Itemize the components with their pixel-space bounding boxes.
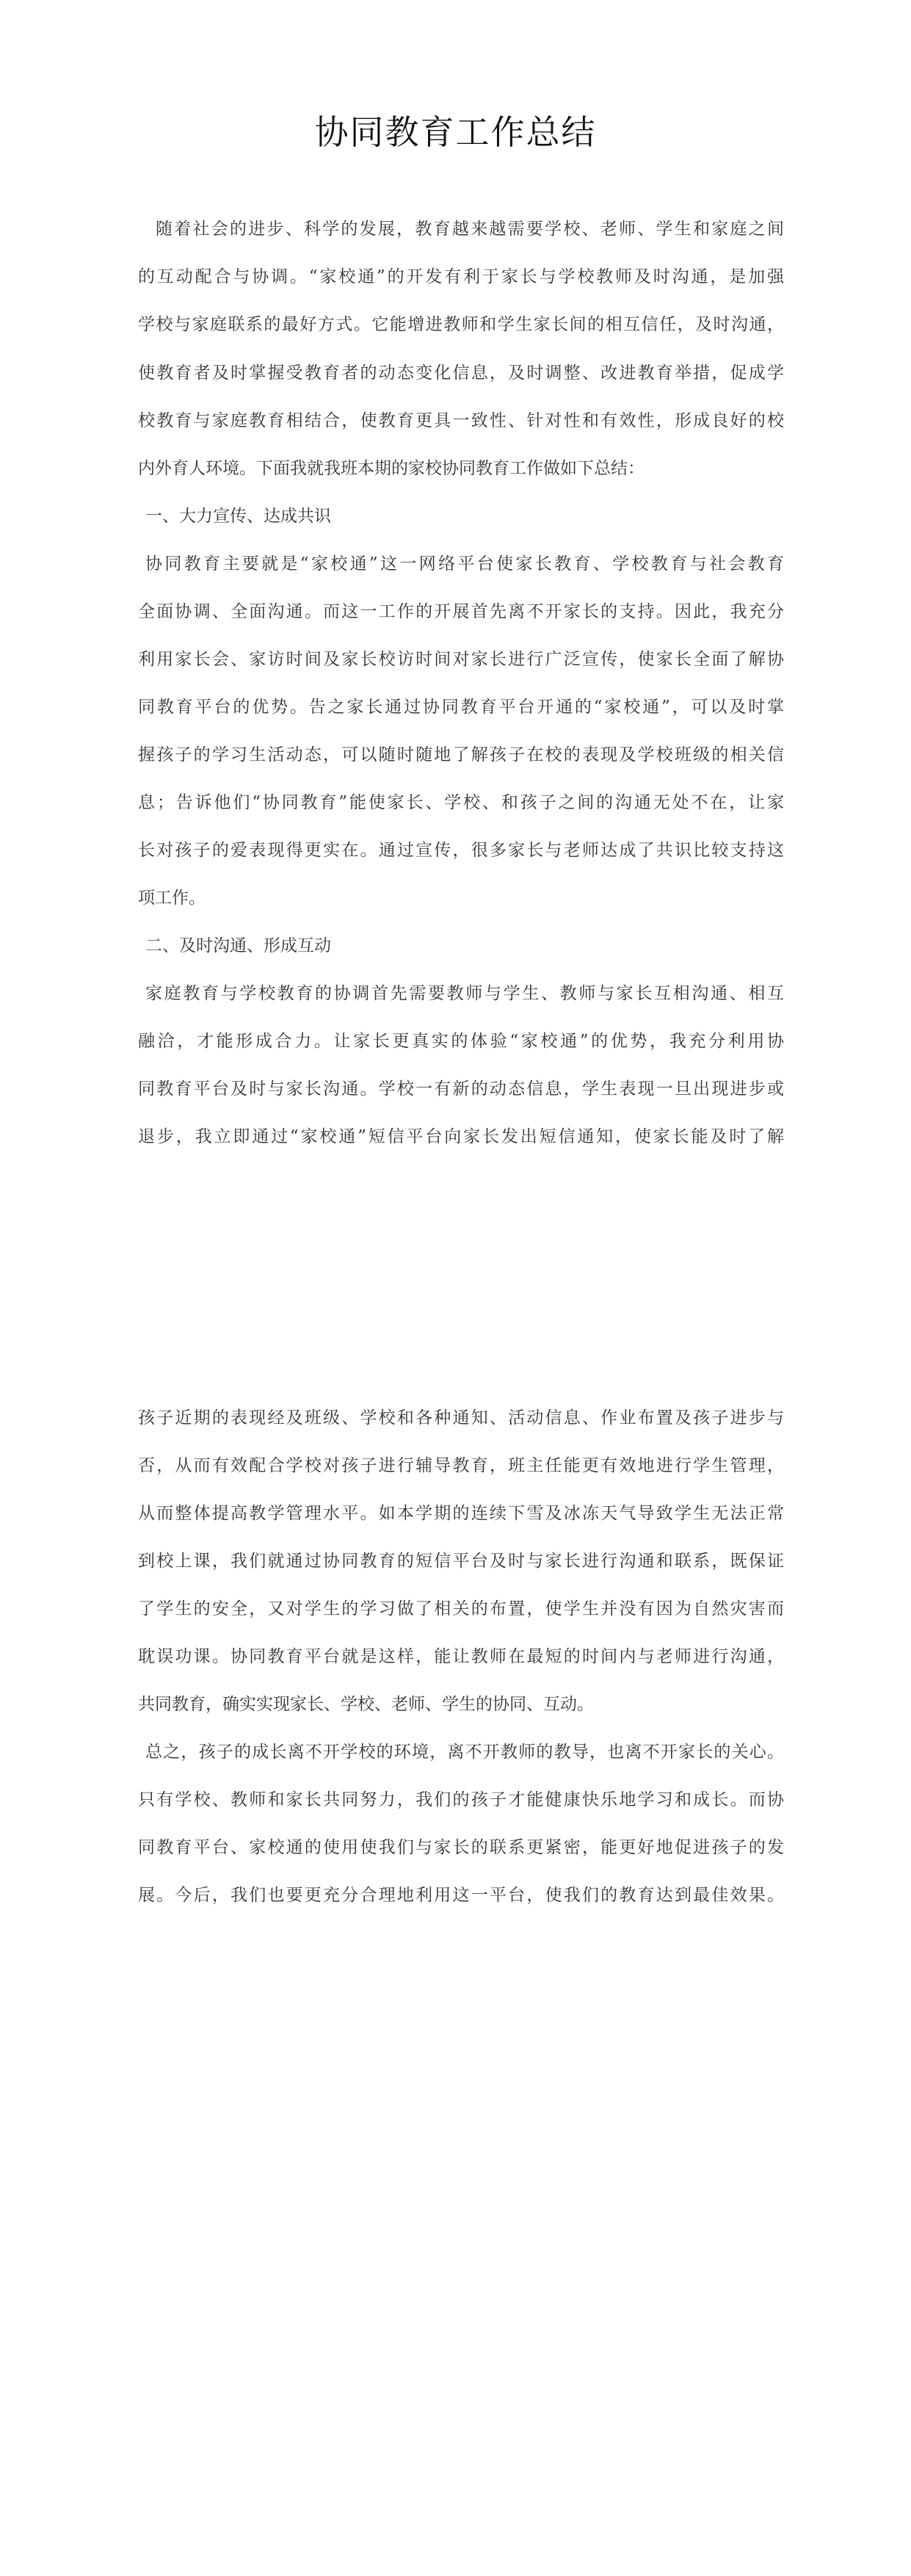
paragraph-line: 学校与家庭联系的最好方式。它能增进教师和学生家长间的相互信任，及时沟通， bbox=[138, 315, 784, 334]
paragraph-line: 内外育人环境。下面我就我班本期的家校协同教育工作做如下总结： bbox=[138, 459, 645, 478]
paragraph-line: 随着社会的进步、科学的发展，教育越来越需要学校、老师、学生和家庭之间 bbox=[156, 220, 784, 239]
paragraph-line: 利用家长会、家访时间及家长校访时间对家长进行广泛宣传，使家长全面了解协 bbox=[138, 650, 784, 669]
paragraph-line: 从而整体提高教学管理水平。如本学期的连续下雪及冰冻天气导致学生无法正常 bbox=[138, 1504, 784, 1523]
paragraph-line: 项工作。 bbox=[138, 889, 206, 908]
paragraph-line: 孩子近期的表现经及班级、学校和各种通知、活动信息、作业布置及孩子进步与 bbox=[138, 1408, 784, 1428]
paragraph-line: 长对孩子的爱表现得更实在。通过宣传，很多家长与老师达成了共识比较支持这 bbox=[138, 841, 784, 860]
paragraph-line: 耽误功课。协同教育平台就是这样，能让教师在最短的时间内与老师进行沟通， bbox=[138, 1647, 784, 1666]
paragraph-line: 展。今后，我们也要更充分合理地利用这一平台，使我们的教育达到最佳效果。 bbox=[138, 1886, 784, 1905]
paragraph-line: 家庭教育与学校教育的协调首先需要教师与学生、教师与家长互相沟通、相互 bbox=[145, 984, 784, 1003]
page-title: 协同教育工作总结 bbox=[314, 112, 597, 152]
paragraph-line: 同教育平台、家校通的使用使我们与家长的联系更紧密，能更好地促进孩子的发 bbox=[138, 1838, 784, 1857]
paragraph-line: 息；告诉他们“协同教育”能使家长、学校、和孩子之间的沟通无处不在，让家 bbox=[138, 793, 784, 812]
section-heading: 二、及时沟通、形成互动 bbox=[145, 936, 331, 955]
paragraph-line: 使教育者及时掌握受教育者的动态变化信息，及时调整、改进教育举措，促成学 bbox=[138, 363, 784, 383]
paragraph-line: 握孩子的学习生活动态，可以随时随地了解孩子在校的表现及学校班级的相关信 bbox=[138, 745, 784, 764]
paragraph-line: 总之，孩子的成长离不开学校的环境，离不开教师的教导，也离不开家长的关心。 bbox=[145, 1743, 784, 1762]
paragraph-line: 协同教育主要就是“家校通”这一网络平台使家长教育、学校教育与社会教育 bbox=[145, 554, 784, 574]
paragraph-line: 同教育平台的优势。告之家长通过协同教育平台开通的“家校通”，可以及时掌 bbox=[138, 698, 784, 717]
paragraph-line: 融洽，才能形成合力。让家长更真实的体验“家校通”的优势，我充分利用协 bbox=[138, 1032, 784, 1051]
section-heading: 一、大力宣传、达成共识 bbox=[145, 507, 331, 526]
paragraph-line: 只有学校、教师和家长共同努力，我们的孩子才能健康快乐地学习和成长。而协 bbox=[138, 1790, 784, 1809]
paragraph-line: 共同教育，确实实现家长、学校、老师、学生的协同、互动。 bbox=[138, 1695, 594, 1714]
paragraph-line: 到校上课，我们就通过协同教育的短信平台及时与家长进行沟通和联系，既保证 bbox=[138, 1552, 784, 1571]
paragraph-line: 同教育平台及时与家长沟通。学校一有新的动态信息，学生表现一旦出现进步或 bbox=[138, 1079, 784, 1099]
paragraph-line: 的互动配合与协调。“家校通”的开发有利于家长与学校教师及时沟通，是加强 bbox=[138, 267, 784, 286]
paragraph-line: 否，从而有效配合学校对孩子进行辅导教育，班主任能更有效地进行学生管理， bbox=[138, 1456, 784, 1475]
paragraph-line: 校教育与家庭教育相结合，使教育更具一致性、针对性和有效性，形成良好的校 bbox=[138, 411, 784, 430]
paragraph-line: 退步，我立即通过“家校通”短信平台向家长发出短信通知，使家长能及时了解 bbox=[138, 1127, 784, 1146]
paragraph-line: 了学生的安全，又对学生的学习做了相关的布置，使学生并没有因为自然灾害而 bbox=[138, 1599, 784, 1618]
paragraph-line: 全面协调、全面沟通。而这一工作的开展首先离不开家长的支持。因此，我充分 bbox=[138, 602, 784, 621]
